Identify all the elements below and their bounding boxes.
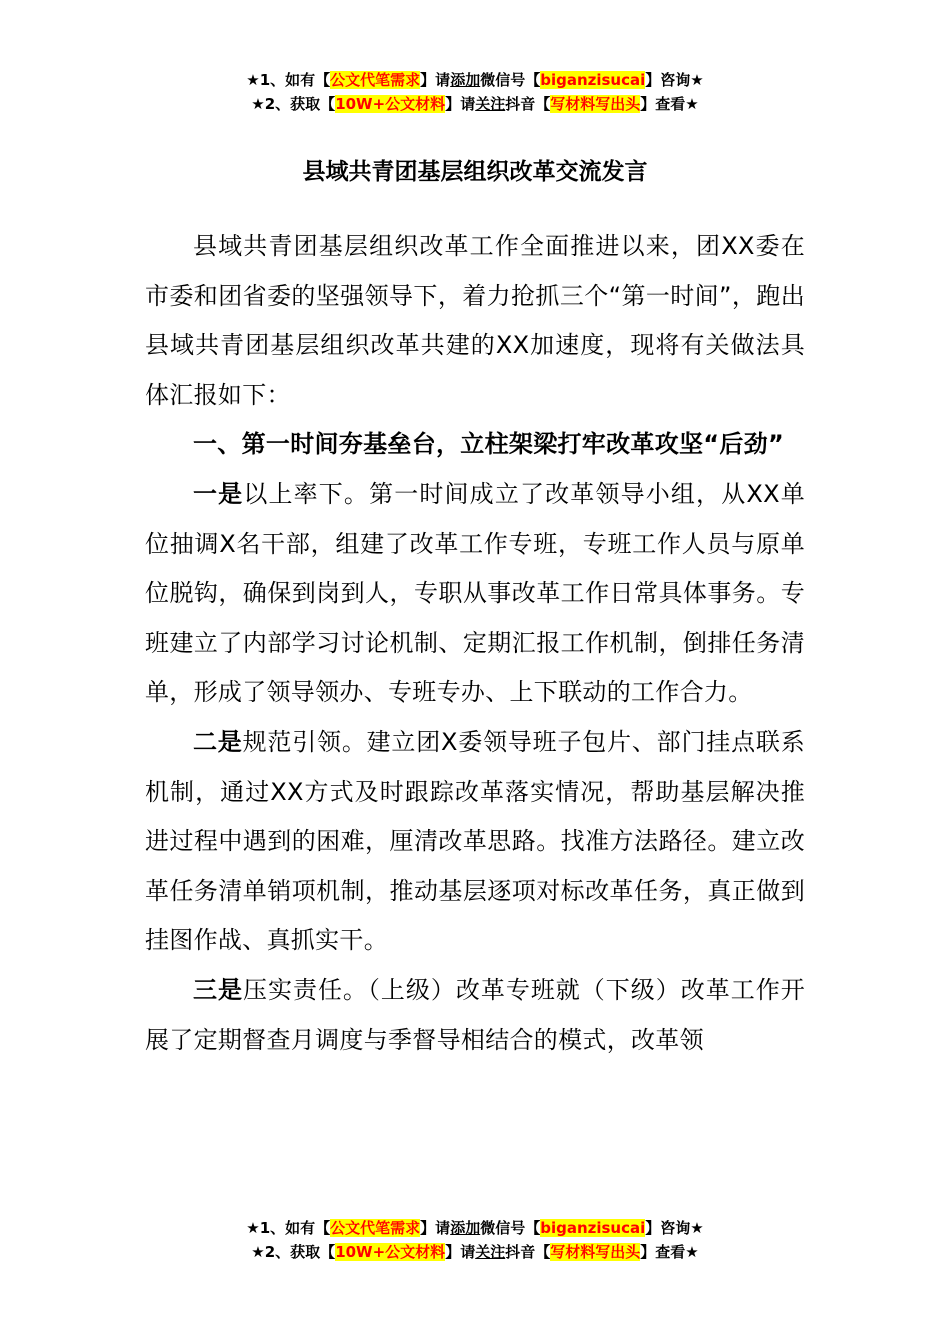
promo-line-1 (0, 1216, 950, 1240)
paragraph-lead: 三是 (193, 975, 243, 1004)
body-paragraph (145, 966, 805, 1065)
paragraph-text: 压实责任。（上级）改革专班就（下级）改革工作开展了定期督查月调度与季督导相结合的模式，改革领 (145, 975, 805, 1054)
promo-highlight: 写材料写出头 (550, 1243, 641, 1261)
promo-line-2 (0, 1240, 950, 1264)
section-heading: 一、第一时间夯基垒台，立柱架梁打牢改革攻坚“后劲” (193, 430, 785, 459)
body-paragraph (145, 718, 805, 966)
promo-highlight: 公文代笔需求 (330, 1219, 421, 1237)
promo-highlight: 10W+公文材料 (335, 95, 446, 113)
promo-line-1 (0, 68, 950, 92)
promo-text: 微信号【 (480, 1219, 541, 1237)
promo-text: 】请 (420, 71, 451, 89)
promo-underlined: 关注 (475, 95, 506, 113)
promo-text: 】请 (420, 1219, 451, 1237)
promo-text: ★1、如有【 (246, 71, 331, 89)
promo-banner-top (0, 68, 950, 116)
promo-highlight: 10W+公文材料 (335, 1243, 446, 1261)
document-title: 县域共青团基层组织改革交流发言 (302, 159, 648, 185)
promo-banner-bottom (0, 1216, 950, 1264)
promo-text: 】咨询★ (645, 1219, 704, 1237)
promo-text: 抖音【 (505, 95, 551, 113)
intro-paragraph: 县域共青团基层组织改革工作全面推进以来，团XX委在市委和团省委的坚强领导下，着力抢抓三个“第一时间”，跑出县域共青团基层组织改革共建的XX加速度，现将有关做法具体汇报如下： (145, 232, 805, 409)
body-paragraph (145, 470, 805, 718)
promo-highlight: 写材料写出头 (550, 95, 641, 113)
promo-text: 】请 (445, 95, 476, 113)
paragraph-lead: 二是 (193, 727, 243, 756)
promo-text: 】查看★ (640, 95, 699, 113)
promo-underlined: 添加 (450, 1219, 481, 1237)
paragraph-text: 以上率下。第一时间成立了改革领导小组，从XX单位抽调X名干部，组建了改革工作专班，专班工作人员与原单位脱钩，确保到岗到人，专职从事改革工作日常具体事务。专班建立了内部学习讨论机制、定期汇报工作机制，倒排任务清单，形成了领导领办、专班专办、上下联动的工作合力。 (145, 479, 805, 707)
promo-highlight: 公文代笔需求 (330, 71, 421, 89)
paragraph-text: 规范引领。建立团X委领导班子包片、部门挂点联系机制，通过XX方式及时跟踪改革落实情况，帮助基层解决推进过程中遇到的困难，厘清改革思路。找准方法路径。建立改革任务清单销项机制，推动基层逐项对标改革任务，真正做到挂图作战、真抓实干。 (145, 727, 805, 955)
promo-highlight: biganzisucai (540, 1219, 646, 1237)
promo-text: 】查看★ (640, 1243, 699, 1261)
paragraph-lead: 一是 (193, 479, 244, 508)
promo-text: 微信号【 (480, 71, 541, 89)
promo-text: ★1、如有【 (246, 1219, 331, 1237)
document-body (145, 222, 805, 1065)
promo-text: 抖音【 (505, 1243, 551, 1261)
promo-text: 】咨询★ (645, 71, 704, 89)
promo-text: ★2、获取【 (251, 95, 336, 113)
promo-underlined: 关注 (475, 1243, 506, 1261)
promo-text: ★2、获取【 (251, 1243, 336, 1261)
promo-line-2 (0, 92, 950, 116)
promo-highlight: biganzisucai (540, 71, 646, 89)
promo-underlined: 添加 (450, 71, 481, 89)
promo-text: 】请 (445, 1243, 476, 1261)
